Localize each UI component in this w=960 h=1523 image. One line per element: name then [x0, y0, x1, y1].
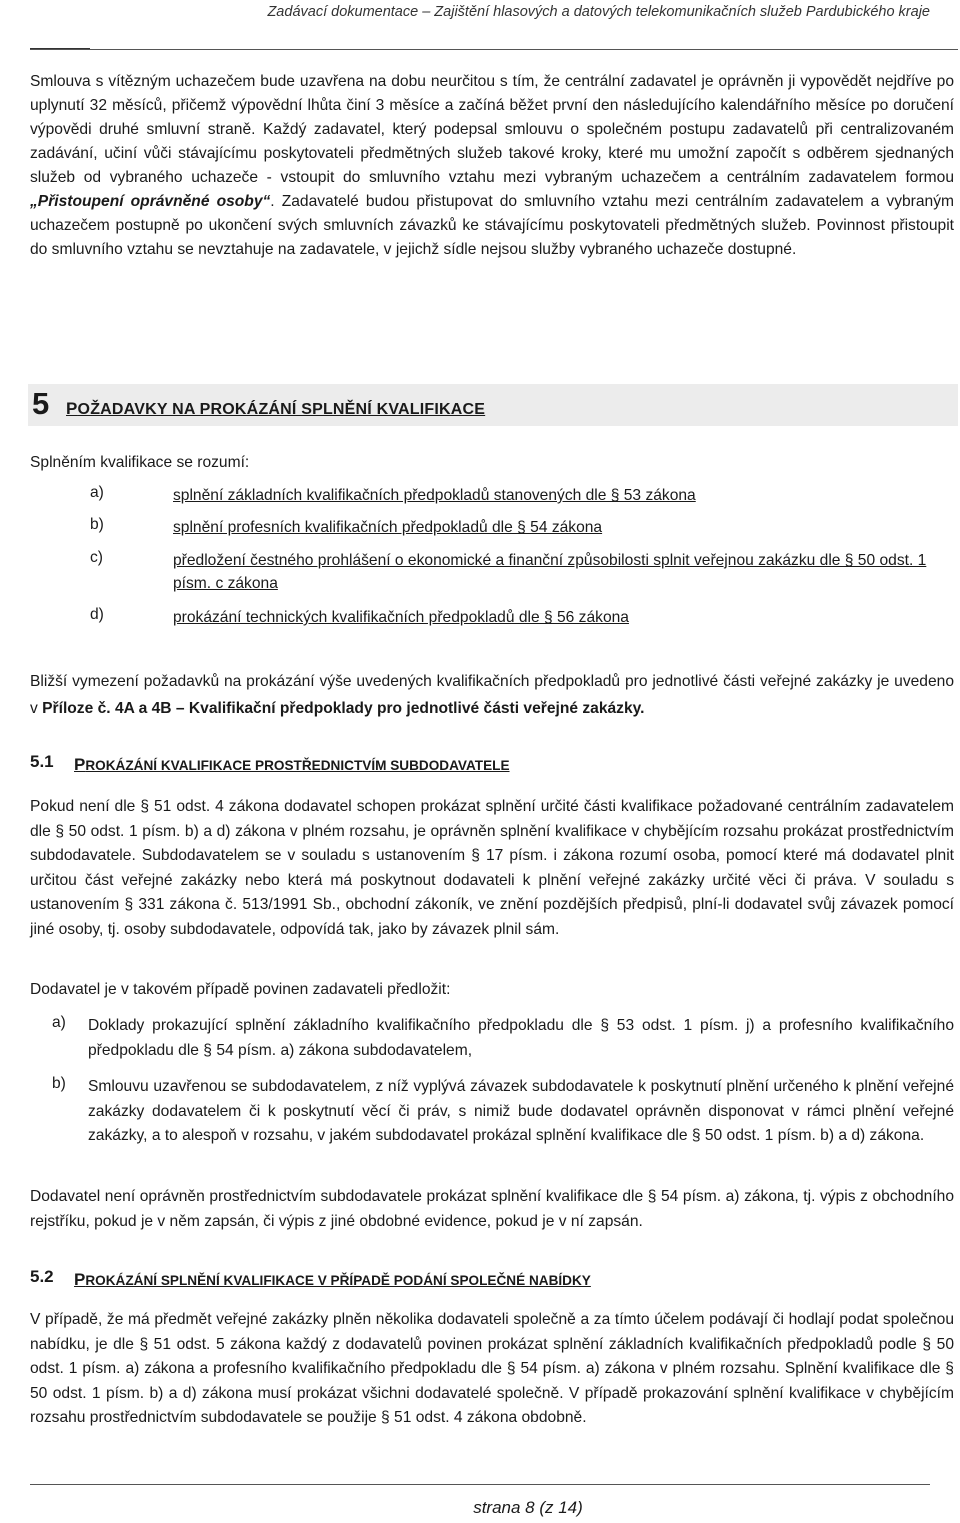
subcontractor-item-letter: b)	[52, 1075, 66, 1092]
subcontractor-item: Smlouvu uzavřenou se subdodavatelem, z níž vyplývá závazek subdodavatele k poskytnutí plnění určeného k plnění veřejné zakázky dodavatelem či k poskytnutí věcí či práv, s nimiž bude dodavatel oprávněn disponovat v rámci plnění veřejné zakázky, a to alespoň v rozsahu, v jakém subdodavatel prokázal splnění kvalifikace dle § 50 odst. 1 písm. b) a d) zákona.	[88, 1078, 954, 1144]
section-5-title: POŽADAVKY NA PROKÁZÁNÍ SPLNĚNÍ KVALIFIKACE	[66, 399, 486, 418]
intro-term: „Přistoupení oprávněné osoby“	[30, 193, 271, 210]
section-5-1-paragraph: Pokud není dle § 51 odst. 4 zákona dodavatel schopen prokázat splnění určité části kvalifikace požadované centrálním zadavatelem dle § 50 odst. 1 písm. b) a d) zákona v plném rozsahu, je oprávněn splnění kvalifikace v chybějícím rozsahu prokázat prostřednictvím subdodavatele. Subdodavatelem se v souladu s ustanovením § 17 písm. i zákona rozumí osoba, pomocí které má dodavatel plnit určitou část veřejné zakázky nebo která má poskytnout dodavateli k plnění veřejné zakázky určité věci či práva. V souladu s ustanovením § 331 zákona č. 513/1991 Sb., obchodní zákoník, ve znění pozdějších předpisů, plní-li dodavatel svůj závazek pomocí jiné osoby, tj. osoby subdodavatele, odpovídá tak, jako by závazek plnil sám.	[30, 798, 954, 938]
running-header: Zadávací dokumentace – Zajištění hlasových a datových telekomunikačních služeb Pardubického kraje	[267, 4, 930, 20]
qualification-item-letter: a)	[90, 484, 104, 501]
section-5-1-paragraph-3: Dodavatel není oprávněn prostřednictvím subdodavatele prokázat splnění kvalifikace dle § 54 písm. a) zákona, tj. výpis z obchodního rejstříku, pokud je v něm zapsán, či výpis z jiné obdobné evidence, pokud je v ní zapsán.	[30, 1188, 954, 1230]
subcontractor-item-letter: a)	[52, 1014, 66, 1031]
section-5-detail: Bližší vymezení požadavků na prokázání výše uvedených kvalifikačních předpokladů pro jednotlivé části veřejné zakázky je uvedeno v Příloze č. 4A a 4B – Kvalifikační předpoklady pro jednotlivé části veřejné zakázky.	[30, 673, 954, 717]
section-5-number: 5	[32, 386, 50, 421]
section-5-2-paragraph: V případě, že má předmět veřejné zakázky plněn několika dodavateli společně a za tímto účelem podávají či hodlají podat společnou nabídku, je dle § 51 odst. 5 zákona každý z dodavatelů povinen prokázat splnění základních kvalifikačních předpokladů podle § 50 odst. 1 písm. a) zákona a profesního kvalifikačního předpokladu dle § 54 písm. a) zákona v plném rozsahu. Splnění kvalifikace dle § 50 odst. 1 písm. b) a d) zákona musí prokázat všichni dodavatelé společně. V případě prokazování splnění kvalifikace v chybějícím rozsahu prostřednictvím subdodavatele se použije § 51 odst. 4 zákona obdobně.	[30, 1311, 954, 1426]
qualification-item: splnění profesních kvalifikačních předpokladů dle § 54 zákona	[173, 519, 603, 536]
section-5-lead: Splněním kvalifikace se rozumí:	[30, 454, 250, 471]
qualification-item: splnění základních kvalifikačních předpokladů stanovených dle § 53 zákona	[173, 487, 696, 504]
header-rule	[30, 49, 958, 50]
section-5-1-number: 5.1	[30, 752, 54, 771]
section-5-2-title: PROKÁZÁNÍ SPLNĚNÍ KVALIFIKACE V PŘÍPADĚ PODÁNÍ SPOLEČNÉ NABÍDKY	[74, 1270, 591, 1289]
section-5-1-title: PROKÁZÁNÍ KVALIFIKACE PROSTŘEDNICTVÍM SUBDODAVATELE	[74, 755, 510, 774]
qualification-item-letter: c)	[90, 549, 103, 566]
section-5-1-paragraph-2: Dodavatel je v takovém případě povinen zadavateli předložit:	[30, 981, 451, 998]
intro-paragraph	[30, 70, 954, 262]
qualification-item-letter: d)	[90, 606, 104, 623]
annex-reference: Příloze č. 4A a 4B – Kvalifikační předpoklady pro jednotlivé části veřejné zakázky.	[42, 700, 645, 717]
subcontractor-item: Doklady prokazující splnění základního kvalifikačního předpokladu dle § 53 odst. 1 písm. j) a profesního kvalifikačního předpokladu dle § 54 písm. a) zákona subdodavatelem,	[88, 1017, 954, 1059]
footer-rule	[30, 1484, 930, 1485]
intro-text-a: Smlouva s vítězným uchazečem bude uzavřena na dobu neurčitou s tím, že centrální zadavatel je oprávněn ji vypovědět nejdříve po uplynutí 32 měsíců, přičemž výpovědní lhůta činí 3 měsíce a začíná běžet první den následujícího kalendářního měsíce po doručení výpovědi druhé smluvní straně. Každý zadavatel, který podepsal smlouvu o společném postupu zadavatelů při centralizovaném zadávání, učiní vůči stávajícímu poskytovateli předmětných služeb takové kroky, které mu umožní započít s odběrem sjednaných služeb od vybraného uchazeče - vstoupit do smluvního vztahu mezi vybraným uchazečem a centrálním zadavatelem formou	[30, 73, 954, 186]
qualification-item-letter: b)	[90, 516, 104, 533]
page-number: strana 8 (z 14)	[473, 1498, 583, 1517]
section-5-2-number: 5.2	[30, 1267, 54, 1286]
intro-text-b: . Zadavatelé budou přistupovat do smluvního vztahu mezi centrálním zadavatelem a vybraným uchazečem postupně po ukončení svých smluvních závazků ke stávajícímu poskytovateli předmětných služeb. Povinnost přistoupit do smluvního vztahu se nevztahuje na zadavatele, v jejichž sídle nejsou služby vybraného uchazeče dostupné.	[30, 193, 954, 258]
qualification-item: předložení čestného prohlášení o ekonomické a finanční způsobilosti splnit veřejnou zakázku dle § 50 odst. 1 písm. c zákona	[173, 552, 927, 592]
qualification-item: prokázání technických kvalifikačních předpokladů dle § 56 zákona	[173, 609, 629, 626]
